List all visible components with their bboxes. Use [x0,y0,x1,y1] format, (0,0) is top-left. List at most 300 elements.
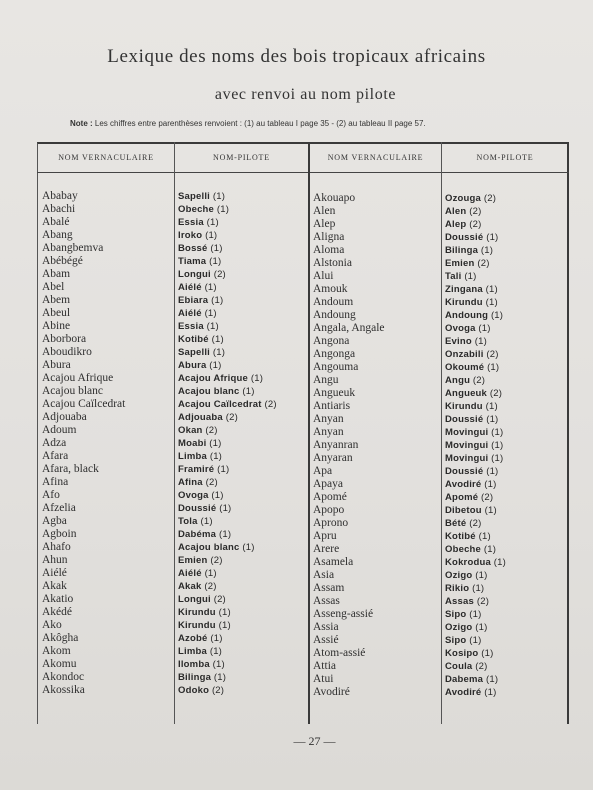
table-reference: (1) [481,648,494,659]
pilot-entry [178,398,277,411]
vernacular-name: Aligna [313,231,345,243]
pilot-entry [178,528,277,541]
vernacular-name: Aprono [313,517,349,529]
table-reference: (1) [206,321,219,332]
pilot-entry [178,645,277,658]
vernacular-name: Apa [313,465,333,477]
table-reference: (2) [476,596,490,607]
table-reference: (1) [484,479,497,490]
pilot-entry [445,400,506,413]
table-reference: (1) [486,466,499,477]
table-reference: (1) [478,323,491,334]
table-reference: (2) [469,206,482,217]
pilot-entry [178,658,277,671]
table-reference: (1) [485,297,498,308]
vernacular-name: Aborbora [42,333,87,345]
pilot-entry [178,632,277,645]
table-reference: (1) [469,609,482,620]
vernacular-name: Asseng-assié [313,608,374,620]
pilot-name: Doussié [445,466,484,477]
pilot-name: Essia [178,217,204,228]
pilot-name: Tali [445,271,462,282]
pilot-entry [445,543,506,556]
pilot-name: Sipo [445,635,467,646]
table-reference: (2) [264,399,277,410]
table-reference: (1) [491,427,504,438]
table-reference: (2) [205,425,218,436]
table-reference: (1) [204,282,217,293]
pilot-entry [178,567,277,580]
pilot-entry [445,283,506,296]
pilot-name: Kotibé [178,334,209,345]
table-reference: (1) [216,204,230,215]
pilot-name: Avodiré [445,687,482,698]
pilot-entry [445,595,506,608]
pilot-name: Alep [445,219,467,230]
pilot-name: Emien [178,555,208,566]
pilot-entry [178,515,277,528]
vernacular-name: Adza [42,437,67,449]
vernacular-name: Assam [313,582,345,594]
pilot-entry [445,439,506,452]
vernacular-name: Acajou Caïlcedrat [42,398,126,410]
pilot-name: Coula [445,661,473,672]
vernacular-name: Ako [42,619,62,631]
vernacular-name: Attia [313,660,336,672]
vernacular-name: Afina [42,476,69,488]
header-pilot-right: NOM-PILOTE [476,153,534,162]
vernacular-name: Abébégé [42,255,83,267]
column-divider-1 [174,142,175,724]
pilot-entry [178,619,277,632]
vernacular-name: Akondoc [42,671,85,683]
pilot-entry [445,569,506,582]
pilot-entry [178,671,277,684]
pilot-name: Akak [178,581,202,592]
header-vernacular-left: NOM VERNACULAIRE [58,153,154,162]
pilot-entry [178,294,277,307]
pilot-entry [178,203,277,216]
pilot-entry [178,255,277,268]
pilot-entry [178,281,277,294]
pilot-name: Kirundu [178,607,216,618]
pilot-name: Aiélé [178,282,202,293]
pilot-entry [178,307,277,320]
pilot-entry [178,242,277,255]
pilot-name: Movingui [445,427,489,438]
pilot-entry [178,216,277,229]
pilot-name: Ovoga [445,323,476,334]
vernacular-name: Abam [42,268,71,280]
vernacular-name: Akomu [42,658,77,670]
table-reference: (1) [491,440,504,451]
vernacular-name: Atui [313,673,334,685]
pilot-entry [445,257,506,270]
vernacular-name: Arere [313,543,340,555]
vernacular-name: Ababay [42,190,78,202]
pilot-entry [178,359,277,372]
vernacular-name: Abine [42,320,71,332]
pilot-entry [445,491,506,504]
pilot-entry [178,385,277,398]
pilot-name: Iroko [178,230,203,241]
pilot-entry [445,556,506,569]
table-reference: (1) [250,373,264,384]
pilot-name: Kokrodua [445,557,491,568]
table-reference: (1) [211,490,224,501]
pilot-entry [445,608,506,621]
pilot-name: Ozouga [445,193,482,204]
pilot-name: Essia [178,321,204,332]
table-reference: (2) [210,555,223,566]
table-reference: (1) [469,635,482,646]
table-reference: (1) [480,245,494,256]
pilot-name: Afina [178,477,203,488]
pilot-name: Obeche [178,204,215,215]
table-reference: (2) [205,477,218,488]
table-reference: (1) [486,232,499,243]
pilot-name: Bossé [178,243,208,254]
pilot-name: Framiré [178,464,215,475]
pilot-entry [445,582,506,595]
vernacular-list-left [42,190,125,697]
vernacular-name: Assas [313,595,340,607]
vernacular-name: Apomé [313,491,347,503]
pilot-entry [178,684,277,697]
pilot-name: Odoko [178,685,210,696]
pilot-name: Movingui [445,453,489,464]
table-reference: (1) [242,386,255,397]
page-number: — 27 — [293,734,336,748]
pilot-name: Limba [178,646,207,657]
vernacular-name: Abangbemva [42,242,104,254]
pilot-name: Okoumé [445,362,485,373]
vernacular-name: Adoum [42,424,77,436]
pilot-name: Moabi [178,438,207,449]
pilot-name: Limba [178,451,207,462]
pilot-name: Abura [178,360,207,371]
vernacular-name: Acajou Afrique [42,372,114,384]
pilot-name: Doussié [445,414,484,425]
table-reference: (1) [491,453,504,464]
header-vernacular-right: NOM VERNACULAIRE [327,153,424,162]
vernacular-name: Anyan [313,413,344,425]
vernacular-name: Akak [42,580,67,592]
table-reference: (2) [481,492,494,503]
pilot-name: Kirundu [178,620,216,631]
pilot-name: Dabéma [178,529,217,540]
vernacular-name: Abalé [42,216,70,228]
pilot-name: Sipo [445,609,467,620]
vernacular-name: Abel [42,281,65,293]
pilot-entry [445,205,506,218]
vernacular-name: Afara [42,450,69,462]
pilot-entry [445,621,506,634]
vernacular-name: Atom-assié [313,647,366,659]
pilot-name: Obeche [445,544,482,555]
vernacular-name: Angu [313,374,339,386]
table-reference: (2) [469,518,482,529]
vernacular-name: Alep [313,218,336,230]
pilot-name: Ovoga [178,490,209,501]
vernacular-name: Akédé [42,606,73,618]
pilot-name: Longui [178,594,211,605]
table-reference: (1) [242,542,255,553]
pilot-entry [178,190,277,203]
table-reference: (1) [217,464,230,475]
pilot-name: Doussié [178,503,217,514]
vernacular-name: Alen [313,205,336,217]
pilot-entry [445,426,506,439]
vernacular-name: Alui [313,270,334,282]
vernacular-name: Akôgha [42,632,79,644]
vernacular-name: Agba [42,515,67,527]
pilot-name: Kosipo [445,648,479,659]
table-reference: (1) [485,284,498,295]
pilot-entry [445,244,506,257]
table-reference: (1) [206,217,219,228]
pilot-entry [445,309,506,322]
table-reference: (2) [486,349,499,360]
vernacular-name: Ahafo [42,541,71,553]
table-reference: (1) [212,191,226,202]
pilot-entry [445,647,506,660]
pilot-name: Bété [445,518,467,529]
table-reference: (1) [200,516,213,527]
table-reference: (2) [204,581,217,592]
vernacular-name: Aboudikro [42,346,92,358]
vernacular-name: Asia [313,569,335,581]
column-divider-2 [308,142,310,724]
vernacular-name: Angala, Angale [313,322,385,334]
vernacular-name: Abura [42,359,71,371]
table-reference: (1) [484,505,497,516]
table-reference: (1) [472,583,485,594]
pilot-name: Andoung [445,310,489,321]
pilot-entry [178,489,277,502]
pilot-name: Bilinga [178,672,212,683]
table-reference: (1) [474,336,487,347]
pilot-entry [445,296,506,309]
pilot-name: Ilomba [178,659,210,670]
table-reference: (2) [489,388,503,399]
vernacular-name: Anyaran [313,452,353,464]
page-title: Lexique des noms des bois tropicaux africains [107,46,486,67]
vernacular-name: Akatio [42,593,74,605]
pilot-entry [445,478,506,491]
pilot-entry [445,335,506,348]
pilot-entry [178,333,277,346]
pilot-entry [445,465,506,478]
table-reference: (1) [210,243,223,254]
pilot-name: Okan [178,425,203,436]
vernacular-name: Angona [313,335,350,347]
pilot-entry [445,322,506,335]
pilot-name: Dabema [445,674,484,685]
table-reference: (1) [211,295,224,306]
pilot-entry [178,268,277,281]
table-reference: (2) [211,685,225,696]
table-reference: (1) [204,308,217,319]
table-reference: (1) [209,646,223,657]
pilot-entry [178,476,277,489]
vernacular-name: Asamela [313,556,354,568]
pilot-name: Bilinga [445,245,479,256]
vernacular-name: Akom [42,645,71,657]
vernacular-name: Abem [42,294,71,306]
pilot-entry [178,502,277,515]
pilot-name: Apomé [445,492,479,503]
pilot-name: Zingana [445,284,483,295]
table-reference: (1) [212,347,226,358]
table-reference: (1) [493,557,506,568]
pilot-entry [445,374,506,387]
table-reference: (1) [464,271,477,282]
pilot-entry [178,463,277,476]
table-reference: (1) [218,607,231,618]
vernacular-name: Afara, black [42,463,99,475]
pilot-entry [178,450,277,463]
pilot-name: Adjouaba [178,412,223,423]
table-reference: (1) [475,622,488,633]
vernacular-name: Ahun [42,554,68,566]
vernacular-name: Adjouaba [42,411,87,423]
table-reference: (1) [486,674,499,685]
pilot-entry [178,424,277,437]
table-reference: (1) [484,687,497,698]
vernacular-name: Assié [313,634,339,646]
table-reference: (2) [472,375,486,386]
pilot-entry [445,270,506,283]
pilot-entry [178,580,277,593]
pilot-name: Kirundu [445,401,483,412]
pilot-name: Avodiré [445,479,482,490]
pilot-name: Alen [445,206,467,217]
vernacular-name: Angouma [313,361,359,373]
pilot-name: Angu [445,375,471,386]
table-reference: (1) [485,401,498,412]
pilot-name: Assas [445,596,474,607]
vernacular-name: Abeul [42,307,71,319]
vernacular-name: Angueuk [313,387,356,399]
vernacular-name: Anyanran [313,439,359,451]
vernacular-name: Abang [42,229,73,241]
pilot-entry [445,452,506,465]
pilot-entry [445,686,506,699]
vernacular-name: Aiélé [42,567,67,579]
header-pilot-left: NOM-PILOTE [213,153,270,162]
note-line [70,119,570,128]
table-reference: (1) [218,620,231,631]
pilot-name: Azobé [178,633,208,644]
pilot-name: Acajou Caïlcedrat [178,399,262,410]
pilot-entry [178,554,277,567]
vernacular-name: Angonga [313,348,356,360]
pilot-name: Sapelli [178,347,211,358]
pilot-entry [445,673,506,686]
vernacular-name: Akossika [42,684,85,696]
vernacular-name: Agboin [42,528,77,540]
pilot-entry [445,660,506,673]
table-reference: (2) [213,269,226,280]
vernacular-list-right [313,192,385,699]
pilot-entry [178,593,277,606]
vernacular-name: Anyan [313,426,344,438]
pilot-name: Aiélé [178,568,202,579]
pilot-name: Aiélé [178,308,202,319]
table-reference: (1) [210,633,223,644]
pilot-name: Angueuk [445,388,488,399]
table-reference: (1) [486,414,499,425]
vernacular-name: Andoum [313,296,354,308]
vernacular-name: Afzelia [42,502,76,514]
pilot-name: Tiama [178,256,207,267]
pilot-name: Acajou blanc [178,542,240,553]
pilot-name: Onzabili [445,349,484,360]
vernacular-name: Antiaris [313,400,351,412]
pilot-entry [445,218,506,231]
table-reference: (1) [213,672,227,683]
table-reference: (1) [209,438,222,449]
pilot-name: Emien [445,258,475,269]
pilot-entry [445,361,506,374]
pilot-name: Acajou Afrique [178,373,249,384]
pilot-entry [178,346,277,359]
pilot-entry [445,192,506,205]
table-reference: (1) [483,544,497,555]
table-reference: (1) [219,503,232,514]
table-reference: (1) [211,334,224,345]
table-reference: (2) [469,219,482,230]
vernacular-name: Aloma [313,244,345,256]
pilot-entry [445,517,506,530]
pilot-name: Movingui [445,440,489,451]
table-reference: (1) [209,256,222,267]
table-reference: (1) [209,451,223,462]
pilot-name: Evino [445,336,472,347]
pilot-name: Doussié [445,232,484,243]
pilot-list-left [178,190,277,697]
table-reference: (2) [213,594,226,605]
pilot-entry [445,504,506,517]
pilot-entry [178,606,277,619]
pilot-name: Kotibé [445,531,476,542]
table-reference: (1) [204,568,217,579]
pilot-entry [178,437,277,450]
vernacular-name: Apopo [313,504,345,516]
vernacular-name: Andoung [313,309,356,321]
vernacular-name: Apaya [313,478,344,490]
note-text: Les chiffres entre parenthèses renvoient : (1) au tableau I page 35 - (2) au tableau II page 57. [94,119,426,128]
header-separator [37,172,569,173]
table-reference: (2) [475,661,488,672]
table-reference: (1) [475,570,488,581]
vernacular-name: Avodiré [313,686,350,698]
pilot-entry [178,411,277,424]
pilot-entry [445,387,506,400]
vernacular-name: Assia [313,621,339,633]
table-reference: (1) [209,360,222,371]
note-label: Note : [70,119,93,128]
table-reference: (2) [225,412,238,423]
vernacular-name: Abachi [42,203,76,215]
vernacular-name: Apru [313,530,337,542]
vernacular-name: Acajou blanc [42,385,103,397]
table-reference: (1) [219,529,232,540]
pilot-entry [178,320,277,333]
pilot-entry [178,372,277,385]
pilot-name: Ozigo [445,570,473,581]
